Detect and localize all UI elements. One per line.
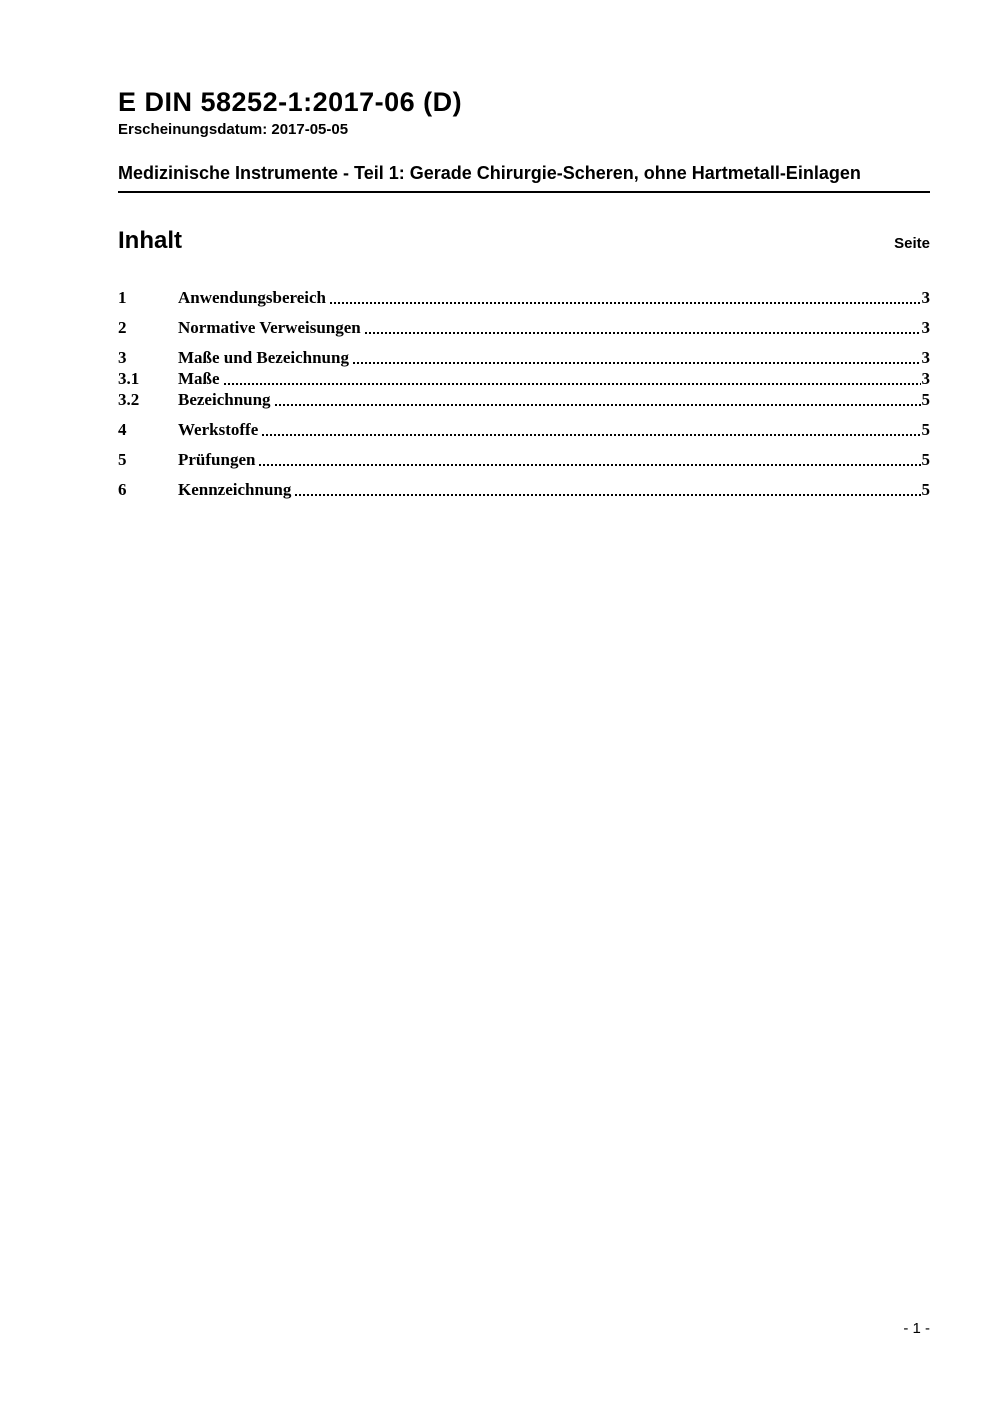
toc-heading-row xyxy=(118,227,930,255)
toc-entry xyxy=(118,479,930,500)
page-column-label: Seite xyxy=(894,235,930,252)
toc-entry-page: 5 xyxy=(921,390,930,409)
document-title: Medizinische Instrumente - Teil 1: Gerade Chirurgie-Scheren, ohne Hartmetall-Einlagen xyxy=(118,160,930,193)
footer-page-number: - 1 - xyxy=(903,1320,930,1337)
toc-entry-title: Maße xyxy=(178,369,220,388)
toc-leader-dots xyxy=(262,434,920,436)
toc-entry xyxy=(118,389,930,410)
toc-leader-dots xyxy=(224,383,921,385)
toc-entry-page: 5 xyxy=(921,420,930,439)
toc-leader-dots xyxy=(365,332,921,334)
toc-heading: Inhalt xyxy=(118,227,182,254)
toc-entry-number: 3.1 xyxy=(118,369,140,388)
toc-entry-page: 5 xyxy=(921,480,930,499)
toc-entry-number: 6 xyxy=(118,480,127,499)
toc-entry xyxy=(118,347,930,368)
toc-entry-number: 3 xyxy=(118,348,127,367)
toc-entry-title: Bezeichnung xyxy=(178,390,271,409)
toc-entry-number: 4 xyxy=(118,420,127,439)
toc-entry-number: 1 xyxy=(118,288,127,307)
doc-number-heading: E DIN 58252-1:2017-06 (D) xyxy=(118,87,463,117)
toc-leader-dots xyxy=(275,404,921,406)
toc-entry-title: Normative Verweisungen xyxy=(178,318,361,337)
toc-leader-dots xyxy=(295,494,920,496)
toc-entry-number: 2 xyxy=(118,318,127,337)
toc-entry-number: 3.2 xyxy=(118,390,140,409)
toc-leader-dots xyxy=(259,464,920,466)
toc-leader-dots xyxy=(330,302,921,304)
toc-entry-title: Prüfungen xyxy=(178,450,256,469)
toc-entry xyxy=(118,419,930,440)
toc-entry-page: 3 xyxy=(921,288,930,307)
toc-entry-number: 5 xyxy=(118,450,127,469)
toc-entry-page: 3 xyxy=(921,369,930,388)
toc-list xyxy=(118,287,930,500)
toc-entry-page: 3 xyxy=(921,348,930,367)
toc-entry-title: Kennzeichnung xyxy=(178,480,292,499)
toc-entry xyxy=(118,368,930,389)
page-content xyxy=(118,0,930,500)
toc-entry-title: Maße und Bezeichnung xyxy=(178,348,349,367)
toc-entry xyxy=(118,449,930,470)
publication-date: Erscheinungsdatum: 2017-05-05 xyxy=(118,121,349,138)
toc-leader-dots xyxy=(353,362,921,364)
toc-entry-page: 3 xyxy=(921,318,930,337)
toc-entry-title: Werkstoffe xyxy=(178,420,259,439)
toc-entry-title: Anwendungsbereich xyxy=(178,288,326,307)
toc-entry xyxy=(118,317,930,338)
toc-entry-page: 5 xyxy=(921,450,930,469)
toc-entry xyxy=(118,287,930,308)
